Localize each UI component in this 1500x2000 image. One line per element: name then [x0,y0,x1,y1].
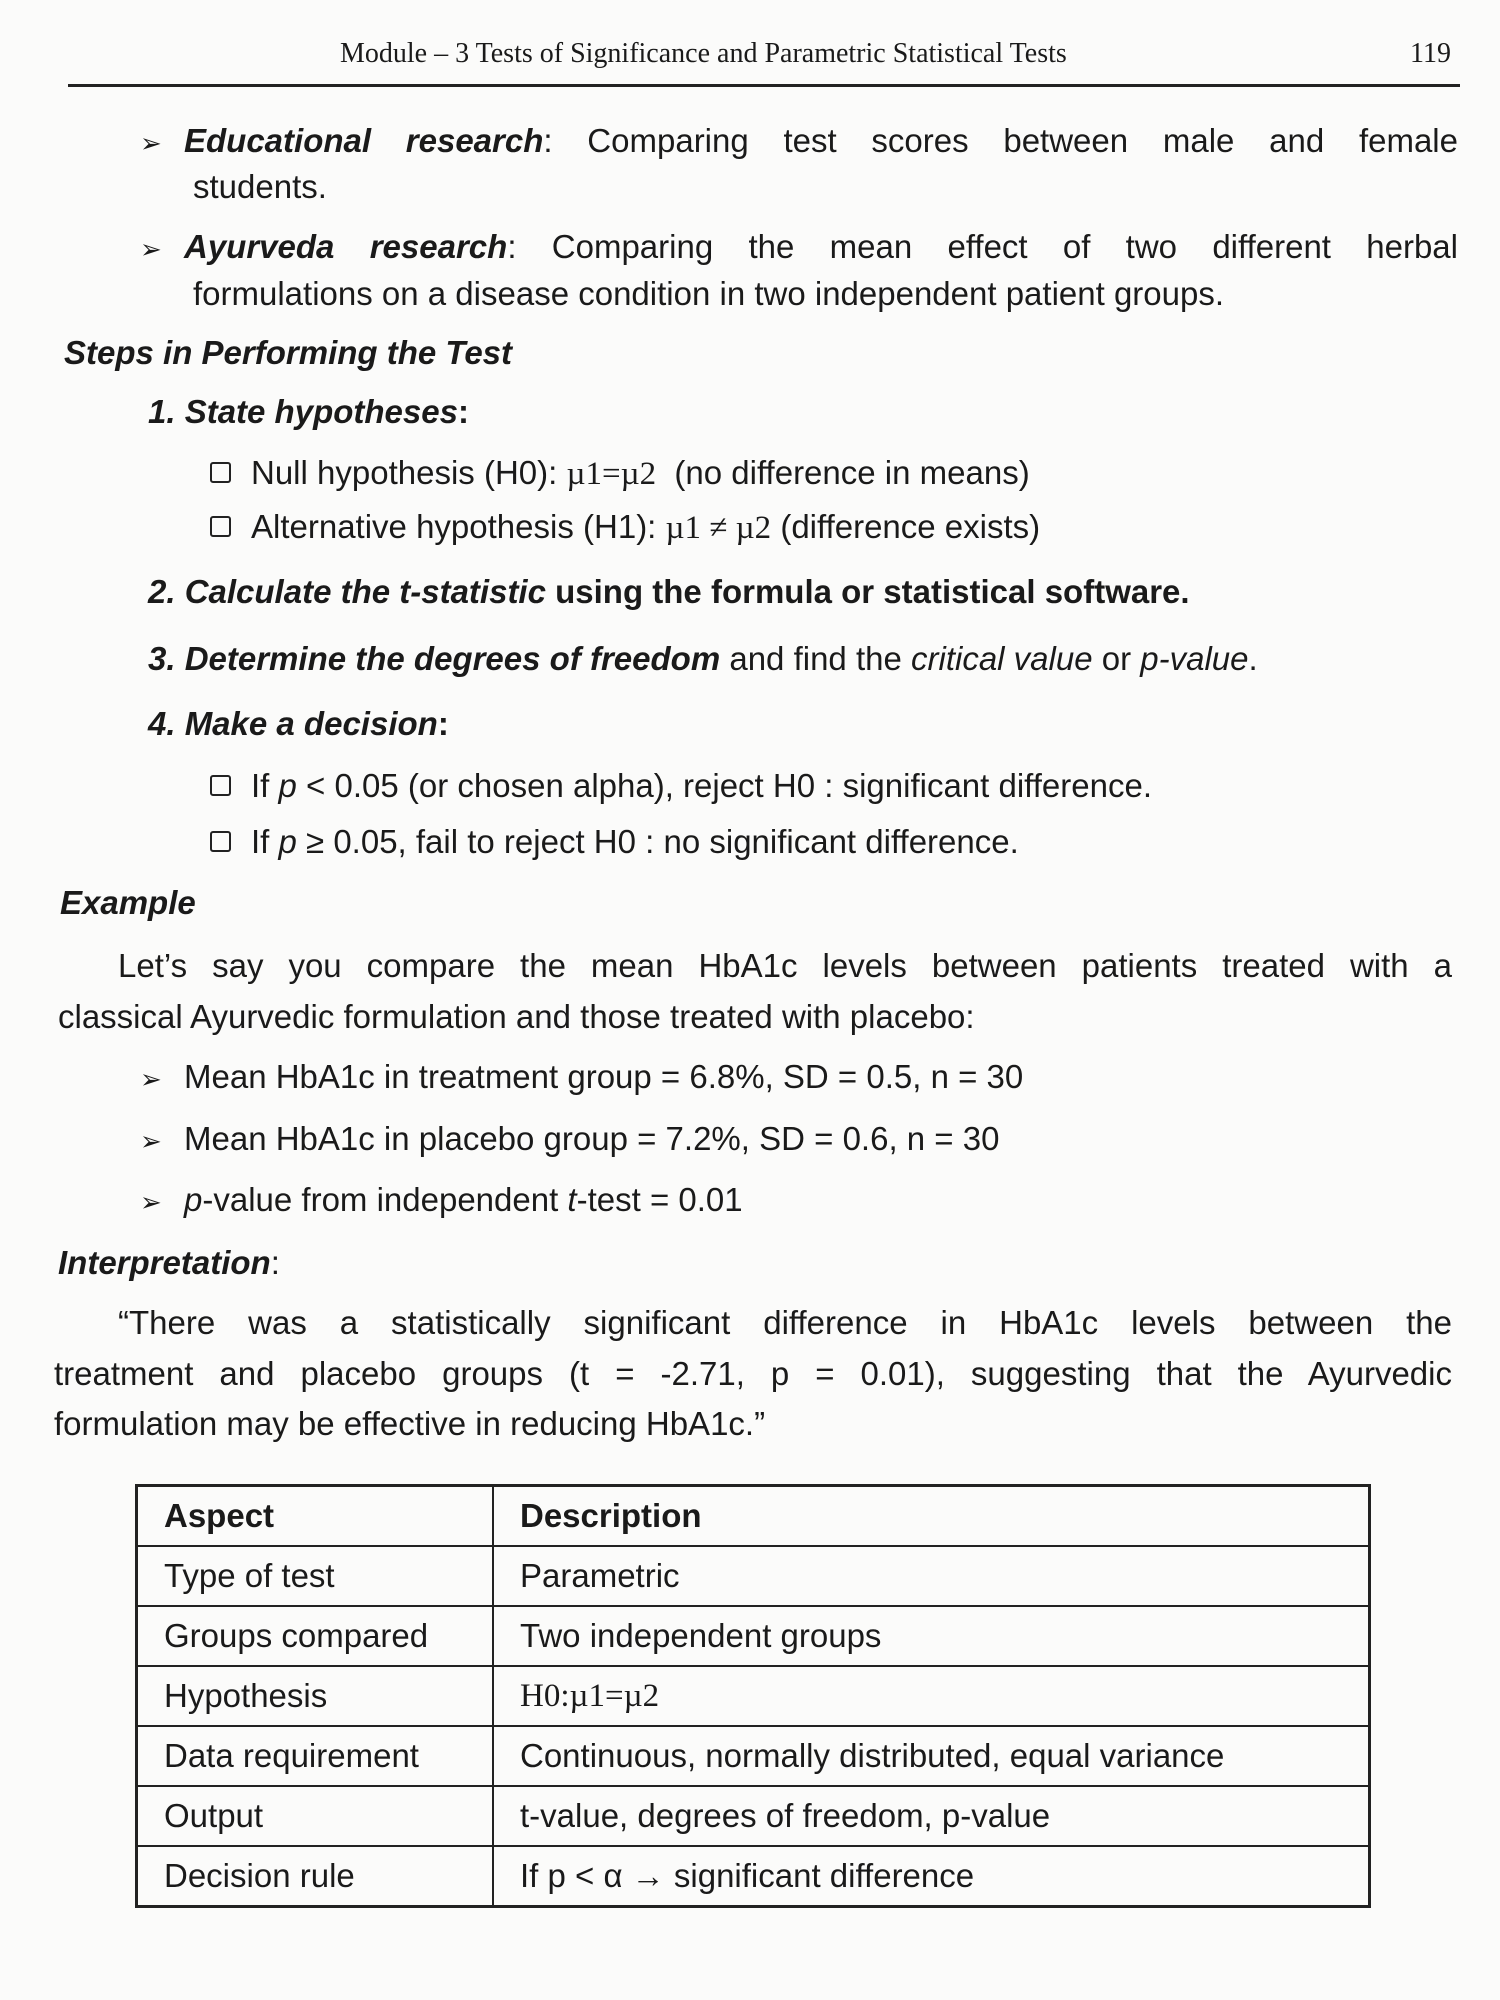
description-cell: H0:µ1=µ2 [493,1666,1370,1726]
bullet-continuation: formulations on a disease condition in two independent patient groups. [193,275,1225,312]
math: µ1=µ2 [566,456,657,492]
example-heading: Example [60,884,196,921]
item-text: Null hypothesis (H0): [251,454,567,491]
aspect-cell: Output [137,1786,494,1846]
table-row [137,1666,1370,1726]
item-text: Mean HbA1c in placebo group = 7.2%, SD = 0.6, n = 30 [184,1120,1000,1157]
heading-text: Interpretation [58,1244,271,1281]
step-3 [148,639,1258,679]
decision-reject-item [210,766,1152,806]
checkbox-bullet-icon [210,462,231,483]
header-cell: Description [493,1486,1370,1547]
bullet-label: Educational research [184,122,544,159]
example-item [140,1119,999,1161]
step-label: 3. Determine the degrees of freedom [148,640,721,677]
colon: : [437,705,449,742]
arrow-bullet-icon: ➢ [140,234,162,264]
bullet-ayurveda [140,227,1458,269]
step-2 [148,572,1190,612]
aspect-cell: Hypothesis [137,1666,494,1726]
bullet-text: : Comparing test scores between male and female [543,122,1458,159]
item-text: (no difference in means) [656,454,1030,491]
step-text: and find the [720,640,911,677]
item-text: t [567,1181,577,1218]
interpretation-line-1: “There was a statistically significant difference in HbA1c levels between the [118,1304,1452,1341]
table-row [137,1786,1370,1846]
arrow-bullet-icon: ➢ [140,1064,162,1094]
alt-hypothesis-item [210,507,1040,548]
aspect-cell: Decision rule [137,1846,494,1907]
step-1 [148,392,469,432]
step-text: p-value [1140,640,1249,677]
example-item-pvalue [140,1180,743,1222]
description-cell: Parametric [493,1546,1370,1606]
item-text: p [278,767,297,804]
arrow-bullet-icon: ➢ [140,1187,162,1217]
item-text: (difference exists) [771,508,1041,545]
step-label: 1. State hypotheses [148,393,458,430]
colon: : [457,393,469,430]
interpretation-line-2: treatment and placebo groups (t = -2.71, p = 0.01), suggesting that the Ayurvedic [54,1355,1452,1392]
description-cell: If p < α → significant difference [493,1846,1370,1907]
step-text: or [1092,640,1141,677]
arrow-bullet-icon: ➢ [140,1126,162,1156]
step-4 [148,704,449,744]
interpretation-heading [58,1243,280,1283]
item-text: < 0.05 (or chosen alpha), reject H0 : significant difference. [296,767,1152,804]
table-row [137,1546,1370,1606]
aspect-cell: Data requirement [137,1726,494,1786]
header-cell: Aspect [137,1486,494,1547]
checkbox-bullet-icon [210,775,231,796]
steps-heading: Steps in Performing the Test [64,334,513,371]
checkbox-bullet-icon [210,831,231,852]
running-header-title: Module – 3 Tests of Significance and Parametric Statistical Tests [340,38,1067,69]
table-row [137,1606,1370,1666]
description-cell: Two independent groups [493,1606,1370,1666]
item-text: Mean HbA1c in treatment group = 6.8%, SD = 0.5, n = 30 [184,1058,1024,1095]
item-text: If [251,767,279,804]
item-text: p [278,823,297,860]
item-text: -test = 0.01 [576,1181,743,1218]
step-label: 2. Calculate the t-statistic [148,573,546,610]
item-text: If [251,823,279,860]
colon: : [270,1244,280,1281]
page-number: 119 [1410,38,1451,69]
description-cell: t-value, degrees of freedom, p-value [493,1786,1370,1846]
checkbox-bullet-icon [210,516,231,537]
summary-table [135,1484,1371,1908]
header-rule [68,84,1460,87]
item-text: ≥ 0.05, fail to reject H0 : no significant difference. [296,823,1019,860]
step-label: 4. Make a decision [148,705,438,742]
bullet-educational [140,121,1458,163]
item-text: -value from independent [202,1181,568,1218]
example-item [140,1057,1023,1099]
table-row [137,1726,1370,1786]
bullet-label: Ayurveda research [184,228,508,265]
null-hypothesis-item [210,453,1030,494]
table-header-row [137,1486,1370,1547]
step-text: critical value [911,640,1093,677]
arrow-bullet-icon: ➢ [140,128,162,158]
math: µ1 ≠ µ2 [665,510,772,546]
example-line-1: Let’s say you compare the mean HbA1c levels between patients treated with a [118,947,1452,984]
bullet-text: : Comparing the mean effect of two different herbal [507,228,1458,265]
item-text: Alternative hypothesis (H1): [251,508,666,545]
decision-fail-item [210,822,1019,862]
step-text: . [1248,640,1258,677]
table-row [137,1846,1370,1907]
aspect-cell: Groups compared [137,1606,494,1666]
example-line-2: classical Ayurvedic formulation and those treated with placebo: [58,998,975,1035]
description-cell: Continuous, normally distributed, equal variance [493,1726,1370,1786]
step-text: using the formula or statistical software. [545,573,1190,610]
interpretation-line-3: formulation may be effective in reducing HbA1c.” [54,1405,766,1442]
bullet-continuation: students. [193,168,327,205]
aspect-cell: Type of test [137,1546,494,1606]
item-text: p [184,1181,203,1218]
